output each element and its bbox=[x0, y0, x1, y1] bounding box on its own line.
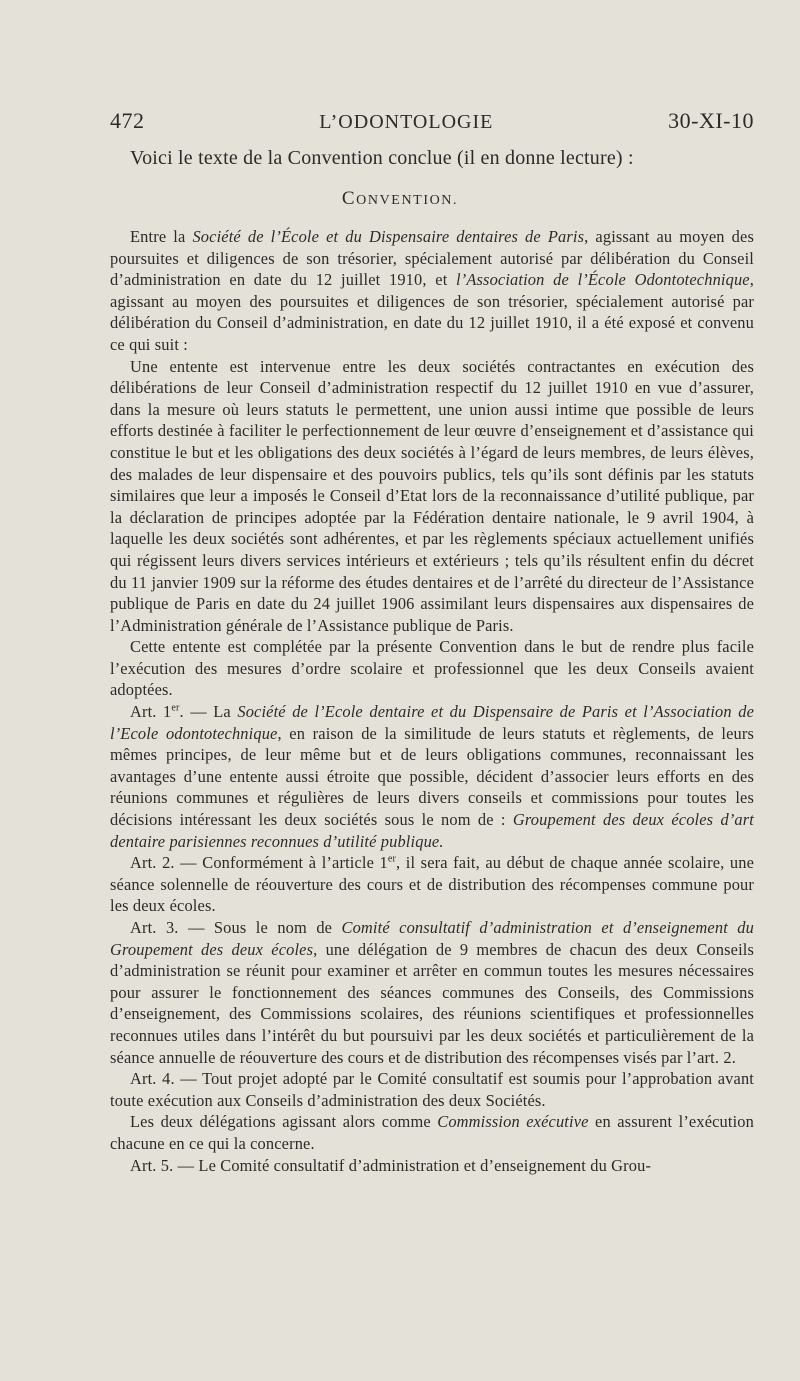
title-rest: ONVENTION. bbox=[356, 193, 459, 208]
text-run: Art. 3. — Sous le nom de bbox=[130, 918, 342, 937]
text-run: , agissant au moyen des poursuites et diligences de son trésorier, spécialement autorisé par délibération du Conseil d’administration en date du 12 juillet 1910, et bbox=[110, 227, 754, 290]
paragraph-article-1 bbox=[110, 701, 754, 852]
text-run: Les deux délégations agissant alors comme bbox=[130, 1112, 438, 1132]
text-run: en assurent l’exécution chacune en ce qui la concerne. bbox=[110, 1112, 754, 1153]
text-run: , agissant au moyen des poursuites et diligences de son trésorier, spécialement autorisé par délibération du Conseil d’administration, en date du 12 juillet 1910, il a été exposé et convenu ce qui suit : bbox=[110, 270, 754, 354]
text-run: Art. 2. — Conformément à l’article 1 bbox=[130, 853, 388, 873]
paragraph-article-3 bbox=[110, 917, 754, 1068]
text-run: Entre la bbox=[130, 227, 193, 246]
superscript: er bbox=[387, 853, 396, 865]
issue-date: 30-XI-10 bbox=[668, 108, 754, 133]
italic-run: l’Association de l’École Odontotechnique bbox=[456, 270, 750, 290]
italic-run: Société de l’Ecole dentaire et du Dispensaire de Paris et l’Association de l’Ecole odontotechnique bbox=[110, 702, 754, 743]
text-run: , une délégation de 9 membres de chacun des deux Conseils d’administration se réunit pour examiner et arrêter en commun toutes les mesures nécessaires pour assurer le fonctionnement des séances communes des Conseils, des Commissions d’enseignement, des Commissions scolaires, des réunions scientifiques et professionnelles reconnues utiles dans l’intérêt du but poursuivi par les deux sociétés et particulièrement de la séance annuelle de réouverture des cours et de distribution des récompenses visés par l’art. 2. bbox=[110, 939, 755, 1067]
paragraph-article-4: Art. 4. — Tout projet adopté par le Comité consultatif est soumis pour l’approbation avant toute exécution aux Conseils d’administration des deux Sociétés. bbox=[110, 1069, 754, 1110]
italic-run: Commission exécutive bbox=[437, 1112, 589, 1132]
text-run: , il sera fait, au début de chaque année scolaire, une séance solennelle de réouverture des cours et de distribution des récompenses commune pour les deux écoles. bbox=[110, 853, 754, 916]
title-initial: C bbox=[341, 188, 357, 209]
paragraph-completee: Cette entente est complétée par la présente Convention dans le but de rendre plus facile l’exécution des mesures d’ordre scolaire et professionnel que les deux Conseils avaient adoptées. bbox=[110, 637, 754, 700]
paragraph-preamble bbox=[110, 226, 754, 356]
intro-line: Voici le texte de la Convention conclue (il en donne lecture) : bbox=[130, 147, 634, 169]
body-text bbox=[110, 226, 754, 1176]
paragraph-article-2 bbox=[110, 852, 754, 917]
paragraph-delegations bbox=[110, 1111, 754, 1154]
paragraph-entente: Une entente est intervenue entre les deux sociétés contractantes en exécution des délibérations de leur Conseil d’administration respectif du 12 juillet 1910 en vue d’assurer, dans la mesure où leurs statuts le permettent, une union aussi intime que possible de leurs efforts destinée à faciliter le perfectionnement de leur œuvre d’enseignement et d’assistance qui constitue le but et les obligations des deux sociétés à l’égard de leurs membres, de leurs élèves, des malades de leur dispensaire et des pouvoirs publics, tels qu’ils sont définis par les statuts similaires que leur a imposés le Conseil d’Etat lors de la reconnaissance d’utilité publique, par la déclaration de principes adoptée par la Fédération dentaire nationale, le 9 avril 1904, à laquelle les deux sociétés sont adhérentes, et par les règlements spéciaux actuellement unifiés qui régissent leurs divers services intérieurs et extérieurs ; tels qu’ils résultent enfin du décret du 11 janvier 1909 sur la réforme des études dentaires et de l’arrêté du directeur de l’Assistance publique de Paris en date du 24 juillet 1906 assimilant leurs dispensaires aux dispensaires de l’Administration générale de l’Assistance publique de Paris. bbox=[110, 356, 754, 635]
journal-title: L’ODONTOLOGIE bbox=[319, 111, 494, 133]
italic-run: Groupement des deux écoles d’art dentaire parisiennes reconnues d’utilité publique. bbox=[110, 810, 754, 851]
italic-run: Comité consultatif d’administration et d’enseignement du Groupement des deux écoles bbox=[110, 918, 754, 959]
text-run: , en raison de la similitude de leurs statuts et règlements, de leurs mêmes principes, de leur même but et de leurs obligations communes, reconnaissant les avantages d’une entente aussi étroite que possible, décident d’associer leurs efforts en des réunions communes et régulières de leurs divers conseils et commissions pour toutes les décisions intéressant les deux sociétés sous le nom de : bbox=[110, 723, 754, 830]
superscript: er bbox=[171, 702, 180, 714]
page-number: 472 bbox=[110, 108, 145, 133]
text-run: . — La bbox=[179, 702, 238, 722]
running-header bbox=[110, 108, 754, 134]
italic-run: Société de l’École et du Dispensaire dentaires de Paris bbox=[192, 227, 585, 246]
section-title bbox=[0, 188, 800, 210]
paragraph-article-5: Art. 5. — Le Comité consultatif d’administration et d’enseignement du Grou- bbox=[130, 1155, 652, 1175]
text-run: Art. 1 bbox=[130, 702, 172, 722]
